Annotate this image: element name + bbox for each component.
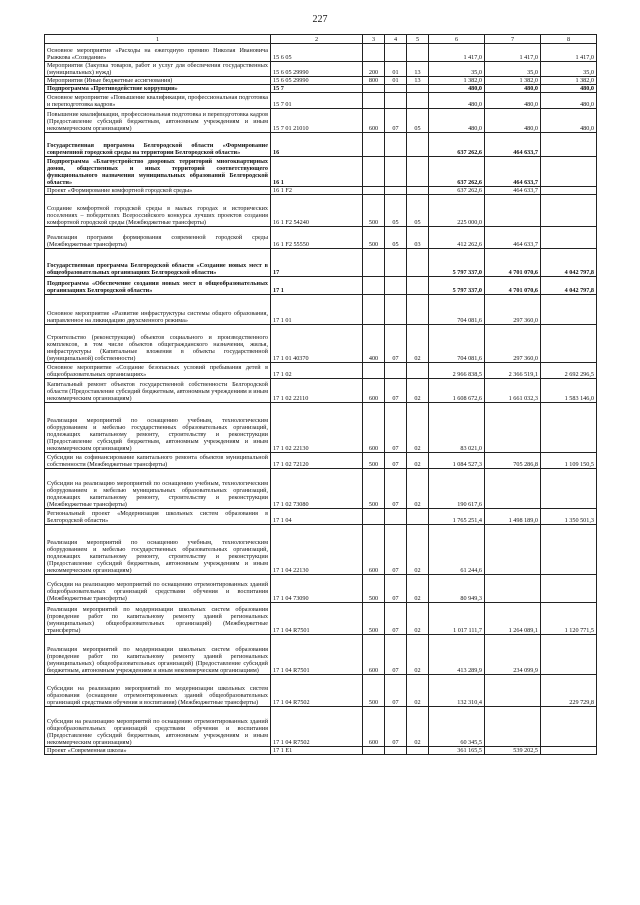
row-pr-cell <box>407 133 429 157</box>
row-value-col6-cell: 704 081,6 <box>429 325 485 363</box>
row-value-col7-cell: 539 202,5 <box>485 747 541 755</box>
row-rz-cell: 07 <box>385 403 407 453</box>
row-value-col8-cell <box>541 133 597 157</box>
table-row <box>45 509 597 525</box>
row-value-col8-cell: 1 350 501,3 <box>541 509 597 525</box>
row-code-cell: 15 6 05 <box>271 44 363 62</box>
row-name-cell: Реализация мероприятий по модернизации школьных систем образования (проведение работ по капитальному ремонту зданий региональных (муниципальных) общеобразовательных организаций) (Межбюджетные трансферты) <box>45 603 271 635</box>
row-code-cell: 16 1 F2 <box>271 187 363 195</box>
row-value-col7-cell: 1 498 189,0 <box>485 509 541 525</box>
row-value-col7-cell: 464 633,7 <box>485 133 541 157</box>
row-vr-cell <box>363 44 385 62</box>
row-value-col6-cell: 1 382,0 <box>429 77 485 85</box>
row-pr-cell: 02 <box>407 635 429 675</box>
table-row <box>45 453 597 469</box>
row-rz-cell: 07 <box>385 109 407 133</box>
row-value-col6-cell: 80 949,3 <box>429 575 485 603</box>
row-value-col8-cell <box>541 295 597 325</box>
row-value-col6-cell: 5 797 337,0 <box>429 249 485 277</box>
row-name-cell: Мероприятия (Иные бюджетные ассигнования) <box>45 77 271 85</box>
table-row <box>45 675 597 707</box>
row-name-cell: Субсидии на реализацию мероприятий по оснащению отремонтированных зданий общеобразовательных организаций средствами обучения и воспитания (Межбюджетные трансферты) <box>45 575 271 603</box>
row-value-col7-cell: 4 701 070,6 <box>485 249 541 277</box>
header-col-5: 5 <box>407 35 429 44</box>
row-vr-cell: 500 <box>363 675 385 707</box>
row-value-col6-cell: 704 081,6 <box>429 295 485 325</box>
row-name-cell: Реализация мероприятий по оснащению учебным, технологическим оборудованием и мебелью государственных образовательных организаций, подлежащих капитальному ремонту, строительству и реконструкции (Предоставление субсидий бюджетным, автономным учреждениям и иным некоммерческим организациям) <box>45 403 271 453</box>
row-rz-cell: 07 <box>385 707 407 747</box>
row-pr-cell <box>407 249 429 277</box>
row-rz-cell <box>385 747 407 755</box>
row-rz-cell <box>385 93 407 109</box>
header-col-8: 8 <box>541 35 597 44</box>
row-value-col7-cell <box>485 575 541 603</box>
row-vr-cell: 600 <box>363 403 385 453</box>
row-pr-cell <box>407 363 429 379</box>
row-code-cell: 17 1 04 R7501 <box>271 603 363 635</box>
header-col-4: 4 <box>385 35 407 44</box>
row-vr-cell <box>363 509 385 525</box>
row-value-col6-cell: 1 608 672,6 <box>429 379 485 403</box>
row-vr-cell <box>363 93 385 109</box>
row-pr-cell: 05 <box>407 109 429 133</box>
row-pr-cell <box>407 747 429 755</box>
row-code-cell: 17 1 02 73080 <box>271 469 363 509</box>
table-row <box>45 403 597 453</box>
header-col-1: 1 <box>45 35 271 44</box>
row-value-col8-cell: 229 729,8 <box>541 675 597 707</box>
row-value-col6-cell: 1 084 527,3 <box>429 453 485 469</box>
row-value-col7-cell: 1 264 089,1 <box>485 603 541 635</box>
table-row <box>45 525 597 575</box>
row-name-cell: Основное мероприятие «Расходы на ежегодную премию Николая Ивановича Рыжкова «Созидание» <box>45 44 271 62</box>
table-row <box>45 249 597 277</box>
row-value-col8-cell <box>541 575 597 603</box>
row-rz-cell <box>385 157 407 187</box>
row-value-col7-cell: 297 360,0 <box>485 295 541 325</box>
row-value-col8-cell: 4 042 797,8 <box>541 277 597 295</box>
row-name-cell: Основное мероприятие «Создание безопасных условий пребывания детей в общеобразовательных организациях» <box>45 363 271 379</box>
row-pr-cell: 02 <box>407 453 429 469</box>
table-row <box>45 227 597 249</box>
row-pr-cell: 02 <box>407 675 429 707</box>
row-rz-cell <box>385 249 407 277</box>
table-row <box>45 325 597 363</box>
row-name-cell: Основное мероприятие «Повышение квалификации, профессиональная подготовка и переподготовка кадров» <box>45 93 271 109</box>
row-rz-cell: 07 <box>385 379 407 403</box>
row-name-cell: Региональный проект «Модернизация школьных систем образования в Белгородской области» <box>45 509 271 525</box>
row-vr-cell: 500 <box>363 195 385 227</box>
header-col-7: 7 <box>485 35 541 44</box>
row-value-col6-cell: 1 417,0 <box>429 44 485 62</box>
row-vr-cell: 500 <box>363 603 385 635</box>
row-code-cell: 17 1 E1 <box>271 747 363 755</box>
row-value-col8-cell <box>541 195 597 227</box>
row-value-col6-cell: 83 021,0 <box>429 403 485 453</box>
table-row <box>45 635 597 675</box>
row-value-col6-cell: 2 966 838,5 <box>429 363 485 379</box>
row-code-cell: 17 1 02 72120 <box>271 453 363 469</box>
header-col-2: 2 <box>271 35 363 44</box>
header-col-3: 3 <box>363 35 385 44</box>
row-code-cell: 15 6 05 29990 <box>271 77 363 85</box>
row-value-col7-cell: 480,0 <box>485 93 541 109</box>
row-pr-cell <box>407 93 429 109</box>
row-code-cell: 15 6 05 29990 <box>271 62 363 77</box>
row-rz-cell: 07 <box>385 525 407 575</box>
row-value-col7-cell <box>485 403 541 453</box>
row-code-cell: 17 1 <box>271 277 363 295</box>
row-code-cell: 16 1 F2 55550 <box>271 227 363 249</box>
row-value-col6-cell: 132 310,4 <box>429 675 485 707</box>
row-rz-cell: 07 <box>385 635 407 675</box>
table-row <box>45 295 597 325</box>
table-row <box>45 707 597 747</box>
row-value-col8-cell <box>541 525 597 575</box>
row-code-cell: 17 1 02 22110 <box>271 379 363 403</box>
row-name-cell: Подпрограмма «Обеспечение создания новых мест в общеобразовательных организациях Белгородской области» <box>45 277 271 295</box>
row-code-cell: 15 7 <box>271 85 363 93</box>
row-code-cell: 17 1 04 R7501 <box>271 635 363 675</box>
row-vr-cell: 600 <box>363 109 385 133</box>
row-name-cell: Проект «Современная школа» <box>45 747 271 755</box>
row-code-cell: 17 1 04 R7502 <box>271 707 363 747</box>
page-number: 227 <box>312 14 328 25</box>
header-col-6: 6 <box>429 35 485 44</box>
row-value-col7-cell: 480,0 <box>485 85 541 93</box>
table-row <box>45 469 597 509</box>
row-value-col8-cell: 480,0 <box>541 109 597 133</box>
row-value-col7-cell <box>485 469 541 509</box>
table-row <box>45 109 597 133</box>
row-rz-cell: 05 <box>385 227 407 249</box>
table-row <box>45 575 597 603</box>
row-name-cell: Проект «Формирование комфортной городской среды» <box>45 187 271 195</box>
row-value-col7-cell: 35,0 <box>485 62 541 77</box>
row-vr-cell <box>363 295 385 325</box>
row-pr-cell <box>407 157 429 187</box>
row-value-col8-cell: 480,0 <box>541 93 597 109</box>
row-pr-cell <box>407 85 429 93</box>
row-value-col8-cell: 2 692 296,5 <box>541 363 597 379</box>
row-rz-cell <box>385 44 407 62</box>
row-rz-cell: 07 <box>385 325 407 363</box>
row-rz-cell <box>385 363 407 379</box>
row-name-cell: Субсидии на реализацию мероприятий по оснащению учебным, технологическим оборудованием и мебелью муниципальных образовательных организаций, подлежащих капитальному ремонту, строительству и реконструкции (Межбюджетные трансферты) <box>45 469 271 509</box>
row-value-col7-cell <box>485 707 541 747</box>
row-value-col6-cell: 1 017 111,7 <box>429 603 485 635</box>
row-value-col7-cell: 464 633,7 <box>485 227 541 249</box>
row-value-col8-cell <box>541 469 597 509</box>
row-vr-cell <box>363 277 385 295</box>
row-pr-cell <box>407 509 429 525</box>
row-vr-cell <box>363 187 385 195</box>
row-value-col6-cell: 480,0 <box>429 85 485 93</box>
row-pr-cell: 02 <box>407 575 429 603</box>
row-rz-cell <box>385 277 407 295</box>
row-pr-cell: 13 <box>407 77 429 85</box>
row-vr-cell <box>363 133 385 157</box>
row-rz-cell <box>385 509 407 525</box>
row-value-col8-cell <box>541 325 597 363</box>
row-value-col7-cell: 1 382,0 <box>485 77 541 85</box>
row-value-col6-cell: 61 244,6 <box>429 525 485 575</box>
row-value-col8-cell: 1 417,0 <box>541 44 597 62</box>
row-pr-cell: 02 <box>407 707 429 747</box>
table-row <box>45 277 597 295</box>
row-pr-cell: 02 <box>407 325 429 363</box>
row-name-cell: Субсидии на софинансирование капитального ремонта объектов муниципальной собственности (Межбюджетные трансферты) <box>45 453 271 469</box>
table-row <box>45 62 597 77</box>
row-value-col7-cell: 1 661 032,3 <box>485 379 541 403</box>
row-rz-cell: 07 <box>385 575 407 603</box>
row-pr-cell: 02 <box>407 525 429 575</box>
row-name-cell: Государственная программа Белгородской области «Формирование современной городской среды на территории Белгородской области» <box>45 133 271 157</box>
row-pr-cell <box>407 277 429 295</box>
table-row <box>45 747 597 755</box>
row-name-cell: Основное мероприятие «Развитие инфраструктуры системы общего образования, направленное на ликвидацию двухсменного режима» <box>45 295 271 325</box>
row-vr-cell: 600 <box>363 379 385 403</box>
budget-table <box>44 34 597 755</box>
row-pr-cell: 02 <box>407 379 429 403</box>
table-row <box>45 85 597 93</box>
row-vr-cell <box>363 747 385 755</box>
table-row <box>45 379 597 403</box>
row-name-cell: Подпрограмма «Благоустройство дворовых территорий многоквартирных домов, общественных и иных территорий соответствующего функционального назначения муниципальных образований Белгородской области» <box>45 157 271 187</box>
row-code-cell: 17 1 04 73090 <box>271 575 363 603</box>
row-name-cell: Мероприятия (Закупка товаров, работ и услуг для обеспечения государственных (муниципальных) нужд) <box>45 62 271 77</box>
table-row <box>45 603 597 635</box>
row-pr-cell: 13 <box>407 62 429 77</box>
row-code-cell: 17 <box>271 249 363 277</box>
row-name-cell: Реализация мероприятий по модернизации школьных систем образования (проведение работ по капитальному ремонту зданий региональных (муниципальных) общеобразовательных организаций) (Предоставление субсидий бюджетным, автономным учреждениям и иным некоммерческим организациям) <box>45 635 271 675</box>
row-vr-cell: 500 <box>363 453 385 469</box>
row-pr-cell: 02 <box>407 603 429 635</box>
row-value-col8-cell: 1 120 771,5 <box>541 603 597 635</box>
row-code-cell: 15 7 01 <box>271 93 363 109</box>
table-row <box>45 44 597 62</box>
row-value-col6-cell: 637 262,6 <box>429 133 485 157</box>
row-rz-cell <box>385 295 407 325</box>
row-code-cell: 17 1 01 40370 <box>271 325 363 363</box>
row-value-col8-cell <box>541 403 597 453</box>
table-row <box>45 187 597 195</box>
row-value-col6-cell: 60 345,5 <box>429 707 485 747</box>
row-pr-cell <box>407 187 429 195</box>
row-value-col8-cell: 1 583 146,0 <box>541 379 597 403</box>
row-rz-cell: 07 <box>385 603 407 635</box>
row-pr-cell: 02 <box>407 469 429 509</box>
row-rz-cell: 05 <box>385 195 407 227</box>
row-name-cell: Субсидии на реализацию мероприятий по оснащению отремонтированных зданий общеобразовательных организаций средствами обучения и воспитания (Предоставление субсидий бюджетным, автономным учреждениям и иным некоммерческим организациям) <box>45 707 271 747</box>
row-code-cell: 17 1 02 22130 <box>271 403 363 453</box>
row-code-cell: 16 <box>271 133 363 157</box>
row-value-col8-cell <box>541 635 597 675</box>
row-vr-cell <box>363 363 385 379</box>
row-name-cell: Подпрограмма «Противодействие коррупции» <box>45 85 271 93</box>
row-value-col8-cell: 1 382,0 <box>541 77 597 85</box>
row-code-cell: 17 1 04 <box>271 509 363 525</box>
row-vr-cell: 800 <box>363 77 385 85</box>
row-value-col6-cell: 35,0 <box>429 62 485 77</box>
row-value-col8-cell: 1 109 150,5 <box>541 453 597 469</box>
row-name-cell: Создание комфортной городской среды в малых городах и исторических поселениях – победителях Всероссийского конкурса лучших проектов создания комфортной городской среды (Межбюджетные трансферты) <box>45 195 271 227</box>
row-name-cell: Строительство (реконструкция) объектов социального и производственного комплексов, в том числе объектов общегражданского назначения, жилья, инфраструктуры (Капитальные вложения в объекты государственной (муниципальной) собственности) <box>45 325 271 363</box>
header-row <box>45 35 597 44</box>
row-value-col7-cell <box>485 675 541 707</box>
table-row <box>45 157 597 187</box>
row-rz-cell: 07 <box>385 453 407 469</box>
row-name-cell: Реализация программ формирования современной городской среды (Межбюджетные трансферты) <box>45 227 271 249</box>
row-value-col7-cell: 705 286,8 <box>485 453 541 469</box>
row-value-col6-cell: 1 765 251,4 <box>429 509 485 525</box>
row-vr-cell: 500 <box>363 575 385 603</box>
row-value-col6-cell: 637 262,6 <box>429 187 485 195</box>
row-pr-cell: 05 <box>407 195 429 227</box>
row-code-cell: 17 1 02 <box>271 363 363 379</box>
row-code-cell: 16 1 <box>271 157 363 187</box>
row-vr-cell: 200 <box>363 62 385 77</box>
row-value-col6-cell: 225 000,0 <box>429 195 485 227</box>
table-row <box>45 133 597 157</box>
row-vr-cell: 600 <box>363 707 385 747</box>
row-value-col8-cell <box>541 747 597 755</box>
row-name-cell: Повышение квалификации, профессиональная подготовка и переподготовка кадров (Предоставление субсидий бюджетным, автономным учреждениям и иным некоммерческим организациям) <box>45 109 271 133</box>
row-code-cell: 17 1 01 <box>271 295 363 325</box>
row-value-col6-cell: 637 262,6 <box>429 157 485 187</box>
row-value-col7-cell: 2 366 519,1 <box>485 363 541 379</box>
row-vr-cell: 400 <box>363 325 385 363</box>
row-pr-cell <box>407 295 429 325</box>
row-name-cell: Субсидии на реализацию мероприятий по модернизации школьных систем образования (оснащение отремонтированных зданий общеобразовательных организаций средствами обучения и воспитания) (Межбюджетные трансферты) <box>45 675 271 707</box>
table-row <box>45 195 597 227</box>
table-row <box>45 93 597 109</box>
row-value-col7-cell: 4 701 070,6 <box>485 277 541 295</box>
row-value-col6-cell: 413 289,9 <box>429 635 485 675</box>
budget-table-body <box>45 44 597 755</box>
row-vr-cell <box>363 249 385 277</box>
row-pr-cell <box>407 44 429 62</box>
row-rz-cell: 07 <box>385 469 407 509</box>
row-value-col7-cell: 1 417,0 <box>485 44 541 62</box>
row-value-col7-cell: 297 360,0 <box>485 325 541 363</box>
row-value-col6-cell: 412 262,6 <box>429 227 485 249</box>
row-value-col7-cell: 480,0 <box>485 109 541 133</box>
row-value-col8-cell: 4 042 797,8 <box>541 249 597 277</box>
row-value-col7-cell <box>485 525 541 575</box>
row-value-col8-cell <box>541 707 597 747</box>
row-value-col8-cell: 480,0 <box>541 85 597 93</box>
row-value-col6-cell: 480,0 <box>429 93 485 109</box>
row-name-cell: Капитальный ремонт объектов государственной собственности Белгородской области (Предоставление субсидий бюджетным, автономным учреждениям и иным некоммерческим организациям) <box>45 379 271 403</box>
row-rz-cell <box>385 133 407 157</box>
row-code-cell: 16 1 F2 54240 <box>271 195 363 227</box>
row-value-col8-cell: 35,0 <box>541 62 597 77</box>
row-value-col6-cell: 5 797 337,0 <box>429 277 485 295</box>
row-rz-cell: 01 <box>385 77 407 85</box>
row-value-col6-cell: 190 617,6 <box>429 469 485 509</box>
row-pr-cell: 03 <box>407 227 429 249</box>
row-value-col8-cell <box>541 157 597 187</box>
row-value-col8-cell <box>541 187 597 195</box>
row-code-cell: 15 7 01 21010 <box>271 109 363 133</box>
row-rz-cell <box>385 85 407 93</box>
table-row <box>45 363 597 379</box>
row-value-col7-cell: 464 633,7 <box>485 157 541 187</box>
row-value-col7-cell: 234 099,9 <box>485 635 541 675</box>
row-vr-cell <box>363 85 385 93</box>
table-row <box>45 77 597 85</box>
row-value-col7-cell <box>485 195 541 227</box>
row-code-cell: 17 1 04 R7502 <box>271 675 363 707</box>
row-name-cell: Реализация мероприятий по оснащению учебным, технологическим оборудованием и мебелью государственных образовательных организаций, подлежащих капитальному ремонту, строительству и реконструкции (Предоставление субсидий бюджетным, автономным учреждениям и иным некоммерческим организациям) <box>45 525 271 575</box>
row-rz-cell <box>385 187 407 195</box>
row-value-col6-cell: 480,0 <box>429 109 485 133</box>
row-vr-cell: 600 <box>363 635 385 675</box>
row-value-col8-cell <box>541 227 597 249</box>
row-vr-cell: 600 <box>363 525 385 575</box>
row-name-cell: Государственная программа Белгородской области «Создание новых мест в общеобразовательных организациях Белгородской области» <box>45 249 271 277</box>
row-value-col6-cell: 361 165,5 <box>429 747 485 755</box>
row-pr-cell: 02 <box>407 403 429 453</box>
row-vr-cell <box>363 157 385 187</box>
row-vr-cell: 500 <box>363 469 385 509</box>
row-rz-cell: 01 <box>385 62 407 77</box>
row-vr-cell: 500 <box>363 227 385 249</box>
row-rz-cell: 07 <box>385 675 407 707</box>
row-value-col7-cell: 464 633,7 <box>485 187 541 195</box>
row-code-cell: 17 1 04 22130 <box>271 525 363 575</box>
